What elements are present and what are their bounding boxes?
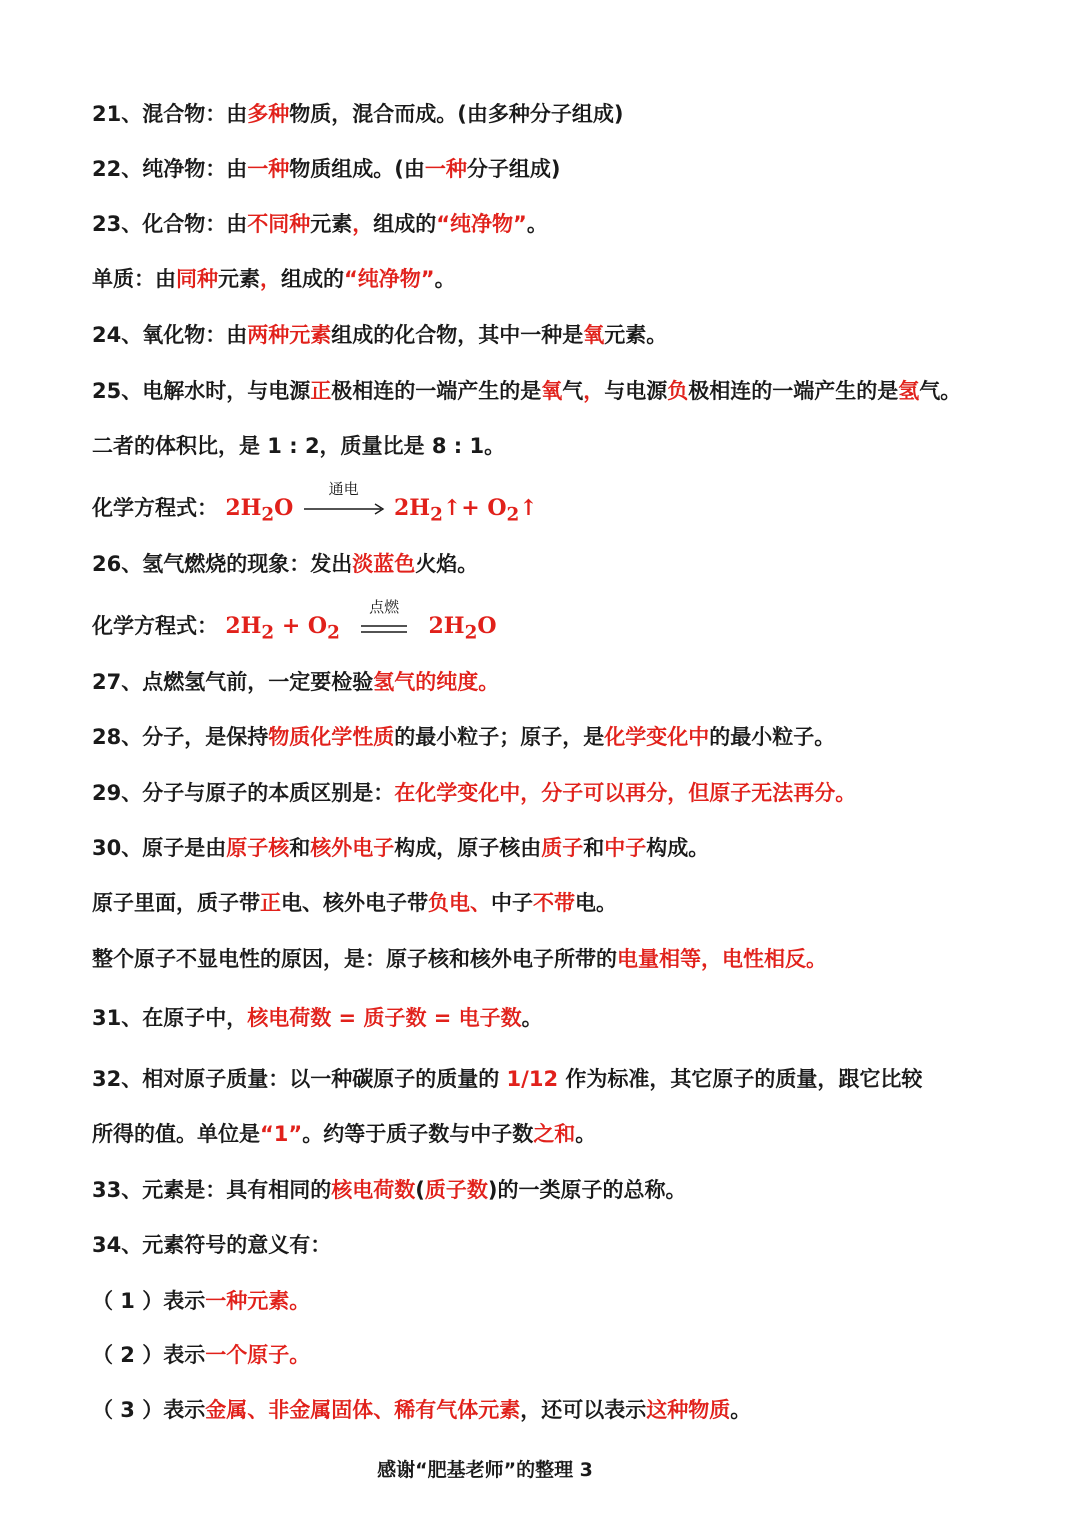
text-segment: 元素。 [604,323,668,347]
l34a [92,1287,310,1315]
eq1-condition: 通电 [328,480,359,498]
eq2-condition: 点燃 [369,598,400,616]
text-segment: 和 [289,836,311,860]
text-segment: 极相连的一端产生的是 [331,379,542,403]
eq1-products: $2H_2↑+$ $O_2↑$ [393,495,538,526]
text-segment: 22、纯净物：由 [92,157,248,181]
l34c [92,1396,751,1424]
l34b [92,1341,310,1369]
text-segment: 同种 [176,267,218,291]
text-segment: 26、氢气燃烧的现象：发出 [92,552,353,576]
equation-combustion [92,598,497,647]
eq2-label: 化学方程式： [92,614,218,638]
text-segment: 21、混合物：由 [92,102,248,126]
l29 [92,779,856,807]
footer-credit: 感谢“肥基老师”的整理 3 [377,1459,593,1481]
text-segment: 24、氧化物：由 [92,323,248,347]
text-segment: 28、分子，是保持 [92,725,269,749]
text-segment: 质子 [541,836,584,860]
text-segment: 。 [730,1398,752,1422]
eq2-reactants: $2H_2 + O_2$ [225,613,340,644]
text-segment: 元素 [310,212,353,236]
text-segment: ( [415,1178,425,1202]
text-segment: 1/12 [506,1067,559,1091]
text-segment: 核外电子 [310,836,395,860]
text-segment: 两种元素 [247,323,332,347]
text-segment: 正 [310,379,332,403]
text-segment: 34、元素符号的意义有： [92,1233,332,1257]
text-segment: ， [583,379,605,403]
text-segment: 不带 [533,891,575,915]
text-segment: 质子数 [424,1178,488,1202]
text-segment: 二者的体积比，是 1 : 2，质量比是 8 : 1。 [92,434,506,458]
text-segment: （ 1 ）表示 [92,1289,206,1313]
text-segment: 气 [562,379,584,403]
l30c [92,945,827,973]
text-segment: 一种 [424,157,467,181]
text-segment: 正 [260,891,281,915]
l26 [92,550,478,578]
l33 [92,1176,686,1204]
text-segment: 组成的 [373,212,437,236]
text-segment: 金属、非金属固体、稀有气体元素 [205,1398,521,1422]
eq1-reactant: $2H_2O$ [225,495,294,526]
text-segment: 电量相等，电性相反。 [617,947,827,971]
l30b [92,889,617,917]
l21 [92,100,623,128]
equation-electrolysis [92,480,538,529]
text-segment: 30、原子是由 [92,836,227,860]
text-segment: )的一类原子的总称。 [487,1178,687,1202]
text-segment: 的最小粒子。 [709,725,836,749]
l27 [92,668,499,696]
text-segment: 单质：由 [92,267,176,291]
l32b [92,1120,596,1148]
text-segment: 33、元素是：具有相同的 [92,1178,332,1202]
text-segment: 23、化合物：由 [92,212,248,236]
l28 [92,723,835,751]
l25 [92,377,961,405]
l22 [92,155,560,183]
l34 [92,1231,331,1259]
text-segment: 中子 [604,836,647,860]
text-segment: 这种物质 [646,1398,731,1422]
l25b [92,432,505,460]
text-segment: 极相连的一端产生的是 [688,379,899,403]
text-segment: 与电源 [604,379,668,403]
text-segment: 组成的 [281,267,344,291]
text-segment: 多种 [247,102,290,126]
text-segment: 原子核 [226,836,290,860]
equals-sign-icon [361,624,407,634]
text-segment: 所得的值。单位是 [92,1122,260,1146]
text-segment: 32、相对原子质量：以一种碳原子的质量的 [92,1067,507,1091]
l24 [92,321,667,349]
text-segment: 。 [575,1122,597,1146]
text-segment: 27、点燃氢气前，一定要检验 [92,670,374,694]
text-segment: 物质，混合而成。(由多种分子组成) [289,102,624,126]
text-segment: 物质化学性质 [268,725,395,749]
text-segment: 氧 [583,323,605,347]
text-segment: （ 3 ）表示 [92,1398,206,1422]
text-segment: 。 [434,267,456,291]
eq1-label: 化学方程式： [92,496,218,520]
text-segment: 31、在原子中， [92,1006,248,1030]
text-segment: 和 [583,836,605,860]
text-segment: 氧 [541,379,563,403]
text-segment: 中子 [491,891,533,915]
text-segment: 。约等于质子数与中子数 [302,1122,534,1146]
text-segment: 不同种 [247,212,311,236]
l23b [92,265,456,293]
l23 [92,210,548,238]
text-segment: “纯净物” [436,212,527,236]
text-segment: ， [260,267,281,291]
text-segment: ， [352,212,374,236]
text-segment: 电、核外电子带 [281,891,428,915]
eq1-arrow [303,480,385,523]
text-segment: 构成。 [646,836,710,860]
text-segment: 原子里面，质子带 [92,891,260,915]
eq2-product: $2H_2O$ [428,613,497,644]
text-segment: （ 2 ）表示 [92,1343,206,1367]
eq2-equals [361,598,407,641]
text-segment: 作为标准，其它原子的质量，跟它比较 [558,1067,923,1091]
text-segment: 一种元素。 [205,1289,311,1313]
text-segment: 组成的化合物，其中一种是 [331,323,584,347]
text-segment: 氢气的纯度。 [373,670,500,694]
right-arrow-icon [303,502,385,516]
text-segment: ，还可以表示 [520,1398,647,1422]
text-segment: 负电、 [428,891,491,915]
text-segment: 的最小粒子；原子，是 [394,725,605,749]
text-segment: 负 [667,379,689,403]
l30 [92,834,709,862]
text-segment: 。 [526,212,548,236]
text-segment: 整个原子不显电性的原因，是：原子核和核外电子所带的 [92,947,617,971]
text-segment: “1” [260,1122,303,1146]
text-segment: 分子组成) [466,157,561,181]
text-segment: 一个原子。 [205,1343,311,1367]
text-segment: 气。 [919,379,962,403]
text-segment: 。 [521,1006,543,1030]
l31 [92,1004,543,1032]
text-segment: 元素 [218,267,260,291]
text-segment: 25、电解水时，与电源 [92,379,311,403]
text-segment: 淡蓝色 [352,552,416,576]
text-segment: 核电荷数 [331,1178,416,1202]
text-segment: 核电荷数 = 质子数 = 电子数 [247,1006,522,1030]
text-segment: 29、分子与原子的本质区别是： [92,781,395,805]
text-segment: 电。 [575,891,617,915]
text-segment: “纯净物” [344,267,435,291]
text-segment: 之和 [533,1122,576,1146]
text-segment: 火焰。 [415,552,479,576]
text-segment: 构成，原子核由 [394,836,542,860]
text-segment: 氢 [898,379,920,403]
text-segment: 一种 [247,157,290,181]
l32 [92,1065,922,1093]
text-segment: 在化学变化中，分子可以再分，但原子无法再分。 [394,781,857,805]
text-segment: 化学变化中 [604,725,710,749]
text-segment: 物质组成。(由 [289,157,425,181]
